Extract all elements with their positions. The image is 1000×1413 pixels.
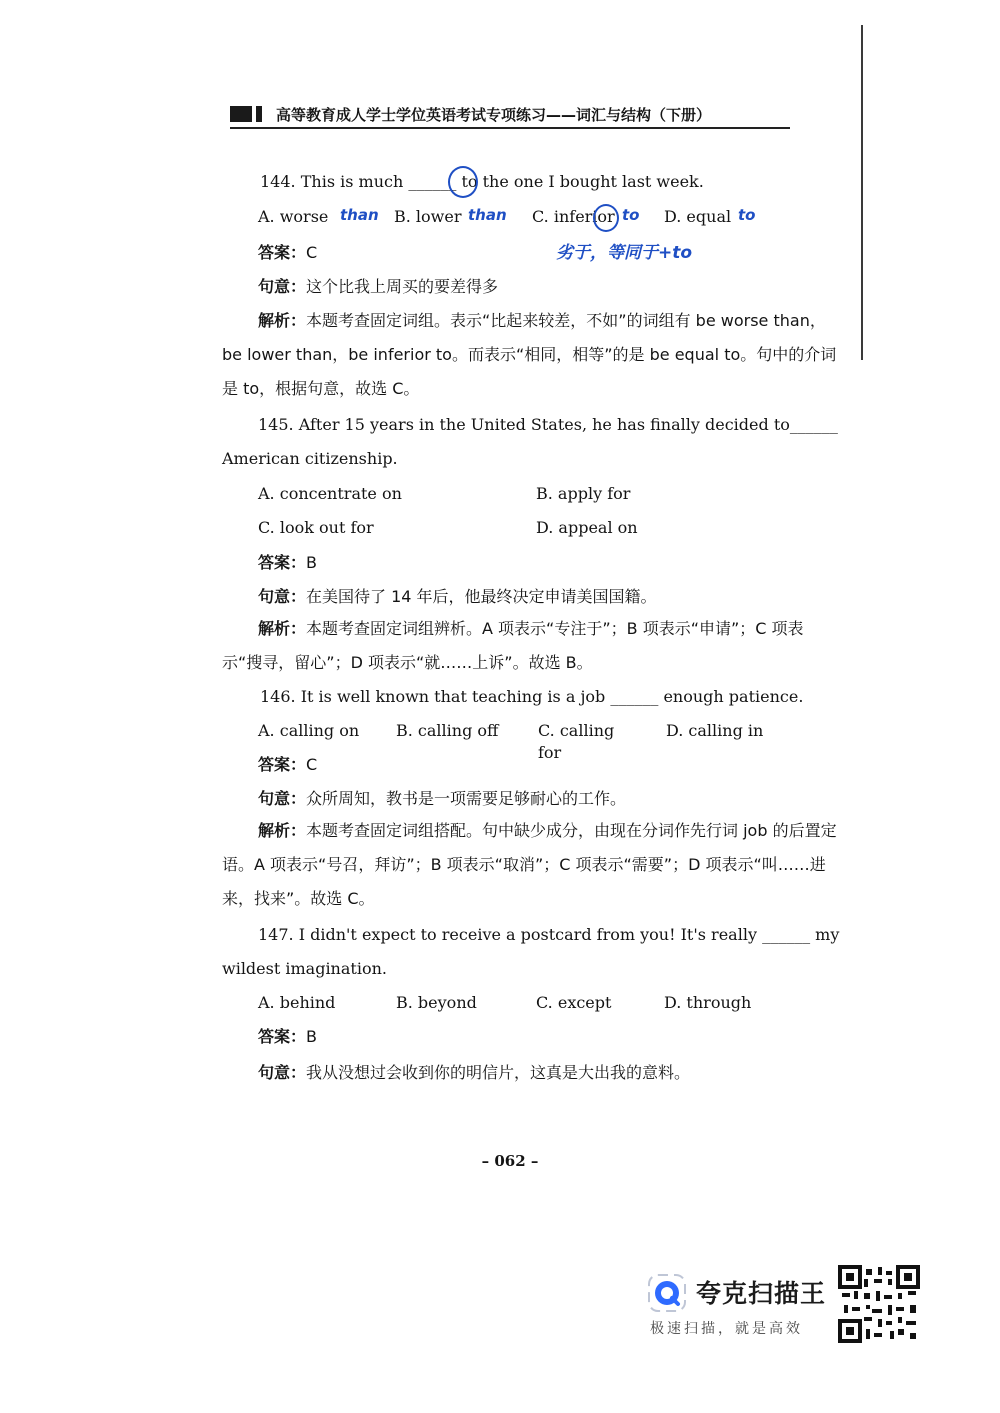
question-144-meaning: 句意：这个比我上周买的要差得多 <box>258 277 499 296</box>
quark-logo-icon <box>648 1274 686 1312</box>
question-147-stem: 147. I didn't expect to receive a postcard from you! It's really ______ my wildest imagination. <box>222 925 840 978</box>
page-number: – 062 – <box>481 1152 539 1170</box>
running-header <box>230 100 790 128</box>
option-a: A. worse <box>258 207 329 226</box>
option-b: B. lower <box>394 207 462 226</box>
brand-slogan: 极速扫描，就是高效 <box>650 1321 803 1337</box>
question-144-answer: 答案：C <box>258 243 318 262</box>
question-146-options <box>258 720 838 764</box>
handwriting-c: to <box>622 206 640 224</box>
option-a: A. calling on <box>258 721 360 740</box>
scanner-watermark <box>648 1268 828 1338</box>
option-b: B. apply for <box>536 484 631 503</box>
handwritten-circle-or <box>593 204 619 232</box>
question-145-answer: 答案：B <box>258 553 317 572</box>
question-145-meaning: 句意：在美国待了 14 年后，他最终决定申请美国国籍。 <box>258 587 657 606</box>
option-c: C. inferior <box>532 207 615 226</box>
option-a: A. behind <box>258 993 336 1012</box>
question-146-stem: 146. It is well known that teaching is a job ______ enough patience. <box>260 687 804 706</box>
option-d: D. through <box>664 993 752 1012</box>
handwriting-b: than <box>468 206 507 224</box>
option-c: C. calling for <box>538 721 615 762</box>
option-c: C. look out for <box>258 518 374 537</box>
header-title: 高等教育成人学士学位英语考试专项练习——词汇与结构（下册） <box>276 105 712 124</box>
question-145-stem: 145. After 15 years in the United States, he has finally decided to______ American citizenship. <box>222 415 838 468</box>
option-d: D. appeal on <box>536 518 638 537</box>
brand-name: 夸克扫描王 <box>696 1279 827 1308</box>
circled-word: to <box>461 172 478 191</box>
page-edge-line <box>861 25 863 360</box>
question-146-answer: 答案：C <box>258 755 318 774</box>
question-145-options-row2 <box>258 517 818 539</box>
header-bar-icon <box>256 106 262 122</box>
question-146-meaning: 句意：众所周知，教书是一项需要足够耐心的工作。 <box>258 789 627 808</box>
question-147-meaning: 句意：我从没想过会收到你的明信片，这真是大出我的意料。 <box>258 1063 691 1082</box>
handwritten-circle-to <box>448 166 478 198</box>
option-d: D. calling in <box>666 721 764 740</box>
handwriting-a: than <box>340 206 379 224</box>
header-rule <box>230 127 790 129</box>
option-a: A. concentrate on <box>258 484 402 503</box>
question-147-options <box>258 992 838 1014</box>
header-block-icon <box>230 106 252 122</box>
option-b: B. beyond <box>396 993 477 1012</box>
question-146-analysis: 解析：本题考查固定词组搭配。句中缺少成分，由现在分词作先行词 job 的后置定语。A 项表示“号召，拜访”；B 项表示“取消”；C 项表示“需要”；D 项表示“叫……进来，找来”。故选 C。 <box>222 821 837 908</box>
question-144-analysis: 解析：本题考查固定词组。表示“比起来较差，不如”的词组有 be worse than，be lower than，be inferior to。而表示“相同，相等”的是 be equal to。句中的介词是 to，根据句意，故选 C。 <box>222 311 837 398</box>
option-c: C. except <box>536 993 612 1012</box>
option-d: D. equal <box>664 207 732 226</box>
question-144-stem: 144. This is much ______ to the one I bought last week. <box>260 172 704 191</box>
qr-code-icon <box>838 1265 920 1343</box>
question-147-answer: 答案：B <box>258 1027 317 1046</box>
handwriting-d: to <box>738 206 756 224</box>
question-145-options-row1 <box>258 483 818 505</box>
question-145-analysis: 解析：本题考查固定词组辨析。A 项表示“专注于”；B 项表示“申请”；C 项表示“搜寻，留心”；D 项表示“就……上诉”。故选 B。 <box>222 619 804 672</box>
handwriting-note: 劣于，等同于+to <box>556 243 693 263</box>
option-b: B. calling off <box>396 721 499 740</box>
